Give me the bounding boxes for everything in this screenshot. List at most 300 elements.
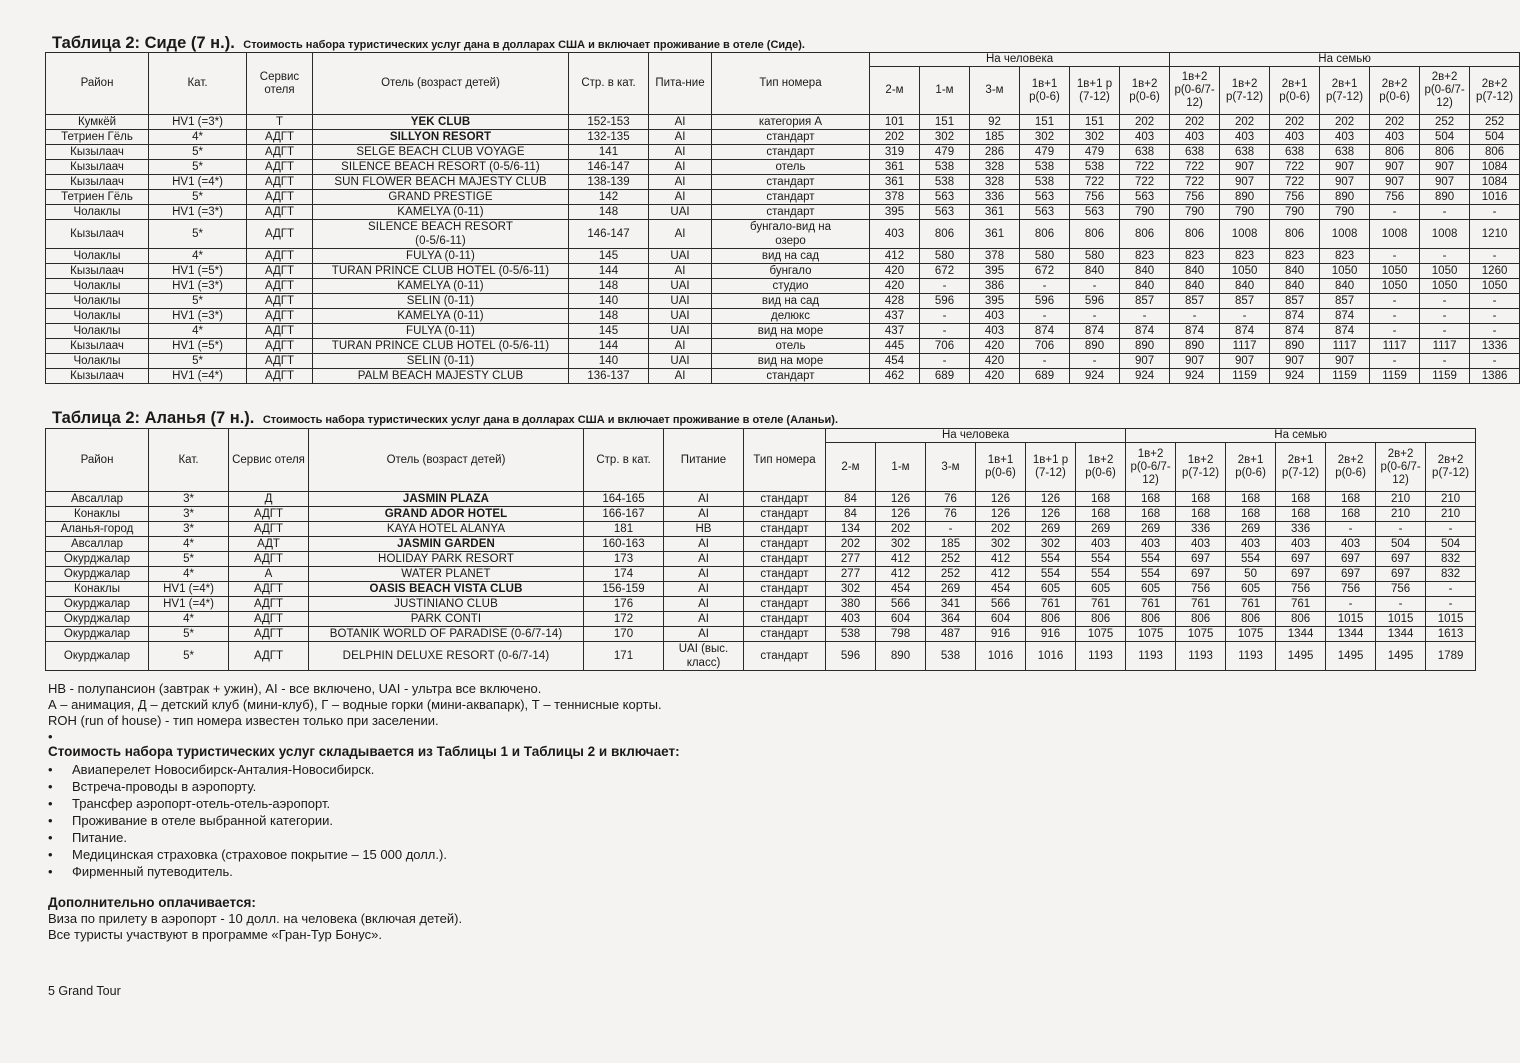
cell-price: 1344 [1376, 627, 1426, 642]
cell-category: 3* [149, 507, 229, 522]
cell-board [649, 145, 712, 160]
cell-price: 672 [920, 264, 970, 279]
cell-price: 168 [1076, 507, 1126, 522]
cell-room-type [712, 354, 870, 369]
cell-price: 596 [1020, 294, 1070, 309]
cell-district: Чолаклы [46, 205, 149, 220]
cell-price: - [1420, 294, 1470, 309]
cell-price: - [1470, 205, 1520, 220]
cell-price: 823 [1120, 249, 1170, 264]
cell-price: 437 [870, 309, 920, 324]
cell-price: 1084 [1470, 160, 1520, 175]
hotel-name: PARK CONTI [410, 613, 482, 625]
cell-price: 890 [1420, 190, 1470, 205]
cell-price: 395 [970, 264, 1020, 279]
cell-catalog-page: 140 [569, 354, 649, 369]
cell-catalog-page: 174 [584, 567, 664, 582]
cell-price: 874 [1270, 309, 1320, 324]
stray-bullet: • [48, 729, 53, 744]
cell-district: Авсаллар [46, 492, 149, 507]
cell-service: АДГТ [229, 627, 309, 642]
cell-price: 1495 [1376, 642, 1426, 671]
room-label: вид на сад [761, 250, 820, 262]
cell-price: 302 [876, 537, 926, 552]
board-label: UAI [670, 250, 690, 262]
cell-district: Тетриен Гёль [46, 190, 149, 205]
list-item: • Питание. [48, 829, 447, 846]
cell-price: 604 [876, 612, 926, 627]
cell-price: 403 [970, 324, 1020, 339]
cell-price: 1015 [1326, 612, 1376, 627]
cell-category: HV1 (=3*) [149, 309, 247, 324]
cell-price: 596 [1070, 294, 1120, 309]
cell-price: 790 [1320, 205, 1370, 220]
cell-price: 596 [826, 642, 876, 671]
cell-service: АДГТ [229, 552, 309, 567]
board-label: AI [674, 370, 686, 382]
cell-board [649, 249, 712, 264]
cell-catalog-page: 140 [569, 294, 649, 309]
cell-price: 202 [870, 130, 920, 145]
cell-price: 479 [1020, 145, 1070, 160]
cell-service: АДГТ [247, 309, 313, 324]
cell-price: 563 [1070, 205, 1120, 220]
cell-price: 1495 [1276, 642, 1326, 671]
cell-board [664, 597, 744, 612]
board-label: AI [698, 628, 709, 640]
cell-category: 4* [149, 612, 229, 627]
table-row [46, 294, 1520, 309]
cell-district: Окурджалар [46, 552, 149, 567]
cell-price: 1075 [1176, 627, 1226, 642]
cell-price: 252 [1420, 115, 1470, 130]
room-label: вид на море [757, 355, 824, 367]
cell-price: 563 [1020, 205, 1070, 220]
cell-service: АДГТ [229, 582, 309, 597]
cell-price: 1117 [1320, 339, 1370, 354]
cell-price: 151 [920, 115, 970, 130]
cell-price: - [1070, 309, 1120, 324]
cell-board [664, 642, 744, 671]
cell-price: 638 [1170, 145, 1220, 160]
cell-price: 790 [1270, 205, 1320, 220]
header-row [46, 53, 1520, 67]
list-item: • Медицинская страховка (страховое покрытие – 15 000 долл.). [48, 846, 447, 863]
cell-catalog-page: 164-165 [584, 492, 664, 507]
cell-price: - [1370, 205, 1420, 220]
cell-price: 1015 [1376, 612, 1426, 627]
cell-price: 185 [926, 537, 976, 552]
cell-price: 1344 [1276, 627, 1326, 642]
cell-catalog-page: 144 [569, 264, 649, 279]
cell-price: 185 [970, 130, 1020, 145]
cell-hotel [313, 115, 569, 130]
cell-price: 874 [1270, 324, 1320, 339]
cell-district: Кызылаач [46, 369, 149, 384]
cell-district: Кумкёй [46, 115, 149, 130]
cell-board [649, 220, 712, 249]
price-column-header: 1в+1 р(0-6) [1020, 67, 1070, 115]
cell-price: 840 [1120, 279, 1170, 294]
cell-price: 672 [1020, 264, 1070, 279]
room-label: стандарт [766, 131, 815, 143]
cell-price: 403 [1176, 537, 1226, 552]
cell-hotel [313, 175, 569, 190]
cell-district: Авсаллар [46, 537, 149, 552]
cell-hotel [309, 492, 584, 507]
cell-district: Окурджалар [46, 627, 149, 642]
cell-price: 202 [1120, 115, 1170, 130]
cell-category: 4* [149, 324, 247, 339]
cell-price: - [926, 522, 976, 537]
cell-price: 302 [920, 130, 970, 145]
cell-price: 823 [1220, 249, 1270, 264]
cell-price: - [1376, 597, 1426, 612]
table-row [46, 582, 1476, 597]
room-label: стандарт [760, 613, 809, 625]
table-row [46, 205, 1520, 220]
cell-price: 554 [1076, 567, 1126, 582]
cell-price: - [1326, 597, 1376, 612]
cell-price: 761 [1126, 597, 1176, 612]
cell-price: 874 [1120, 324, 1170, 339]
cell-price: 907 [1120, 354, 1170, 369]
cell-room-type [744, 537, 826, 552]
cell-district: Чолаклы [46, 294, 149, 309]
cell-category: 5* [149, 145, 247, 160]
cell-price: 126 [1026, 492, 1076, 507]
cell-price: 605 [1026, 582, 1076, 597]
board-label: AI [698, 568, 709, 580]
cell-price: 319 [870, 145, 920, 160]
cell-price: 168 [1226, 492, 1276, 507]
board-label: UAI [670, 295, 690, 307]
cell-catalog-page: 152-153 [569, 115, 649, 130]
cell-price: 890 [1320, 190, 1370, 205]
cell-hotel [313, 309, 569, 324]
list-item: • Фирменный путеводитель. [48, 863, 447, 880]
cell-price: 210 [1376, 492, 1426, 507]
table-row [46, 220, 1520, 249]
cell-price: 706 [1020, 339, 1070, 354]
cell-price: - [1470, 354, 1520, 369]
included-title: Стоимость набора туристических услуг складывается из Таблицы 1 и Таблицы 2 и включает: [48, 744, 680, 759]
cell-catalog-page: 160-163 [584, 537, 664, 552]
board-label: AI [698, 613, 709, 625]
cell-price: 428 [870, 294, 920, 309]
cell-price: 907 [1320, 160, 1370, 175]
cell-price: 689 [1020, 369, 1070, 384]
column-header: Кат. [149, 429, 229, 492]
cell-price: 403 [970, 309, 1020, 324]
room-label: отель [775, 161, 806, 173]
table-row [46, 279, 1520, 294]
cell-price: 1050 [1420, 264, 1470, 279]
price-column-header: 2в+2 р(0-6) [1326, 443, 1376, 492]
room-label: бунгало-вид на [749, 221, 832, 233]
room-label: вид на море [757, 325, 824, 337]
cell-price: 202 [1220, 115, 1270, 130]
page-footer: 5 Grand Tour [48, 984, 121, 998]
cell-price: - [1370, 354, 1420, 369]
cell-price: 890 [1070, 339, 1120, 354]
cell-price: 823 [1270, 249, 1320, 264]
cell-district: Чолаклы [46, 249, 149, 264]
cell-price: 277 [826, 552, 876, 567]
cell-category: HV1 (=4*) [149, 369, 247, 384]
table1-subtitle: Стоимость набора туристических услуг дана в долларах США и включает проживание в отеле (Сиде). [243, 39, 805, 51]
cell-category: HV1 (=5*) [149, 339, 247, 354]
cell-price: 874 [1070, 324, 1120, 339]
table-row [46, 130, 1520, 145]
cell-price: 806 [1076, 612, 1126, 627]
cell-price: 403 [1370, 130, 1420, 145]
cell-price: 341 [926, 597, 976, 612]
cell-price: 1159 [1320, 369, 1370, 384]
cell-price: - [1170, 309, 1220, 324]
price-column-header: 1в+1 р(0-6) [976, 443, 1026, 492]
cell-hotel [313, 369, 569, 384]
cell-room-type [712, 130, 870, 145]
cell-category: 4* [149, 567, 229, 582]
cell-service: АДГТ [229, 597, 309, 612]
cell-room-type [712, 294, 870, 309]
cell-price: 504 [1420, 130, 1470, 145]
board-label: AI [698, 598, 709, 610]
column-header: Район [46, 429, 149, 492]
cell-price: 202 [1370, 115, 1420, 130]
cell-service: АДГТ [247, 324, 313, 339]
price-column-header: 1в+2 р(7-12) [1176, 443, 1226, 492]
hotel-name: HOLIDAY PARK RESORT [378, 553, 514, 565]
column-header: Сервис отеля [247, 53, 313, 115]
column-header: Отель (возраст детей) [313, 53, 569, 115]
cell-room-type [712, 309, 870, 324]
cell-price: 538 [926, 642, 976, 671]
table-row [46, 249, 1520, 264]
cell-price: 554 [1226, 552, 1276, 567]
cell-hotel [309, 537, 584, 552]
cell-price: 1789 [1426, 642, 1476, 671]
table-row [46, 522, 1476, 537]
cell-hotel [313, 324, 569, 339]
cell-price: - [1020, 309, 1070, 324]
cell-room-type [712, 369, 870, 384]
cell-room-type [712, 190, 870, 205]
cell-board [649, 279, 712, 294]
cell-room-type [744, 492, 826, 507]
cell-price: 806 [1170, 220, 1220, 249]
hotel-name: KAMELYA (0-11) [397, 206, 484, 218]
cell-catalog-page: 148 [569, 309, 649, 324]
cell-price: 840 [1120, 264, 1170, 279]
cell-price: 890 [1270, 339, 1320, 354]
cell-price: - [920, 279, 970, 294]
board-label: AI [674, 161, 686, 173]
cell-price: 790 [1220, 205, 1270, 220]
cell-price: - [1426, 582, 1476, 597]
cell-price: 697 [1176, 552, 1226, 567]
cell-price: 924 [1120, 369, 1170, 384]
hotel-name: SELIN (0-11) [406, 355, 475, 367]
cell-price: 1495 [1326, 642, 1376, 671]
cell-category: 5* [149, 160, 247, 175]
cell-price: - [1370, 324, 1420, 339]
room-label: стандарт [760, 650, 809, 662]
cell-price: 907 [1370, 175, 1420, 190]
cell-price: 101 [870, 115, 920, 130]
cell-room-type [744, 642, 826, 671]
cell-board [649, 294, 712, 309]
cell-price: 697 [1326, 552, 1376, 567]
cell-price: 1050 [1370, 279, 1420, 294]
cell-room-type [744, 522, 826, 537]
cell-room-type [712, 264, 870, 279]
cell-price: 722 [1120, 175, 1170, 190]
cell-catalog-page: 172 [584, 612, 664, 627]
cell-price: 722 [1270, 160, 1320, 175]
cell-hotel [313, 160, 569, 175]
cell-price: - [1376, 522, 1426, 537]
cell-price: 538 [826, 627, 876, 642]
cell-catalog-page: 142 [569, 190, 649, 205]
price-column-header: 2в+2 р(7-12) [1426, 443, 1476, 492]
hotel-name: SELIN (0-11) [406, 295, 475, 307]
cell-hotel [313, 279, 569, 294]
cell-price: 840 [1170, 264, 1220, 279]
cell-category: HV1 (=3*) [149, 205, 247, 220]
cell-price: 722 [1270, 175, 1320, 190]
cell-category: 5* [149, 642, 229, 671]
cell-service: Т [247, 115, 313, 130]
cell-district: Чолаклы [46, 354, 149, 369]
cell-room-type [712, 160, 870, 175]
cell-price: 874 [1320, 309, 1370, 324]
cell-price: 168 [1176, 492, 1226, 507]
price-column-header: 2-м [870, 67, 920, 115]
cell-price: 874 [1170, 324, 1220, 339]
cell-board [664, 507, 744, 522]
cell-price: 361 [870, 175, 920, 190]
cell-price: 806 [1020, 220, 1070, 249]
cell-district: Тетриен Гёль [46, 130, 149, 145]
cell-room-type [744, 567, 826, 582]
cell-price: 1336 [1470, 339, 1520, 354]
cell-price: 924 [1170, 369, 1220, 384]
table-row [46, 369, 1520, 384]
table2-title: Таблица 2: Аланья (7 н.). [52, 409, 255, 427]
cell-price: - [1426, 597, 1476, 612]
price-column-header: 3-м [926, 443, 976, 492]
cell-price: 202 [1270, 115, 1320, 130]
cell-price: 479 [920, 145, 970, 160]
cell-hotel [313, 145, 569, 160]
price-column-header: 1в+1 р (7-12) [1026, 443, 1076, 492]
cell-price: - [920, 354, 970, 369]
cell-hotel [313, 354, 569, 369]
cell-price: 168 [1276, 492, 1326, 507]
cell-price: 269 [1026, 522, 1076, 537]
cell-price: 806 [1226, 612, 1276, 627]
cell-price: - [1020, 354, 1070, 369]
cell-price: 328 [970, 175, 1020, 190]
cell-price: 554 [1126, 552, 1176, 567]
cell-price: 1344 [1326, 627, 1376, 642]
board-label: AI [674, 191, 686, 203]
hotel-name: JASMIN PLAZA [402, 493, 490, 505]
cell-price: 403 [1320, 130, 1370, 145]
price-column-header: 2в+2 р(0-6) [1370, 67, 1420, 115]
cell-price: 756 [1326, 582, 1376, 597]
hotel-name: PALM BEACH MAJESTY CLUB [357, 370, 524, 382]
cell-room-type [712, 220, 870, 249]
board-label: AI [698, 538, 709, 550]
cell-price: 437 [870, 324, 920, 339]
cell-price: 722 [1070, 175, 1120, 190]
cell-price: 126 [876, 492, 926, 507]
price-column-header: 2в+1 р(0-6) [1226, 443, 1276, 492]
cell-price: 504 [1470, 130, 1520, 145]
cell-price: - [1120, 309, 1170, 324]
cell-price: 487 [926, 627, 976, 642]
cell-service: АДГТ [247, 130, 313, 145]
hotel-name: FULYA (0-11) [406, 325, 475, 337]
cell-service: АДГТ [247, 264, 313, 279]
cell-service: АДТ [229, 537, 309, 552]
cell-price: 151 [1020, 115, 1070, 130]
board-label: AI [674, 228, 686, 240]
cell-price: 916 [976, 627, 1026, 642]
cell-hotel [313, 294, 569, 309]
table-row [46, 537, 1476, 552]
hotel-name: KAYA HOTEL ALANYA [386, 523, 506, 535]
cell-price: 151 [1070, 115, 1120, 130]
cell-price: - [1470, 294, 1520, 309]
board-label: AI [674, 131, 686, 143]
table-row [46, 339, 1520, 354]
cell-price: 336 [1176, 522, 1226, 537]
cell-price: 823 [1170, 249, 1220, 264]
cell-hotel [309, 567, 584, 582]
cell-board [649, 130, 712, 145]
cell-price: 454 [876, 582, 926, 597]
cell-price: 1193 [1226, 642, 1276, 671]
cell-service: АДГТ [247, 249, 313, 264]
cell-price: 420 [970, 354, 1020, 369]
cell-price: 84 [826, 492, 876, 507]
extra-lines [48, 911, 462, 943]
room-label: стандарт [766, 146, 815, 158]
table-row [46, 492, 1476, 507]
cell-price: 566 [976, 597, 1026, 612]
cell-price: 806 [1120, 220, 1170, 249]
cell-price: 538 [1020, 160, 1070, 175]
cell-price: 302 [1020, 130, 1070, 145]
hotel-name: TURAN PRINCE CLUB HOTEL (0-5/6-11) [331, 340, 550, 352]
cell-service: АДГТ [247, 220, 313, 249]
cell-board [649, 354, 712, 369]
column-header: Тип номера [712, 53, 870, 115]
cell-price: 563 [1020, 190, 1070, 205]
cell-price: 538 [920, 175, 970, 190]
cell-catalog-page: 136-137 [569, 369, 649, 384]
extra-line: Все туристы участвуют в программе «Гран-Тур Бонус». [48, 927, 382, 942]
cell-price: 689 [920, 369, 970, 384]
cell-price: 412 [976, 552, 1026, 567]
cell-board [649, 205, 712, 220]
price-column-header: 1-м [876, 443, 926, 492]
cell-price: 857 [1220, 294, 1270, 309]
